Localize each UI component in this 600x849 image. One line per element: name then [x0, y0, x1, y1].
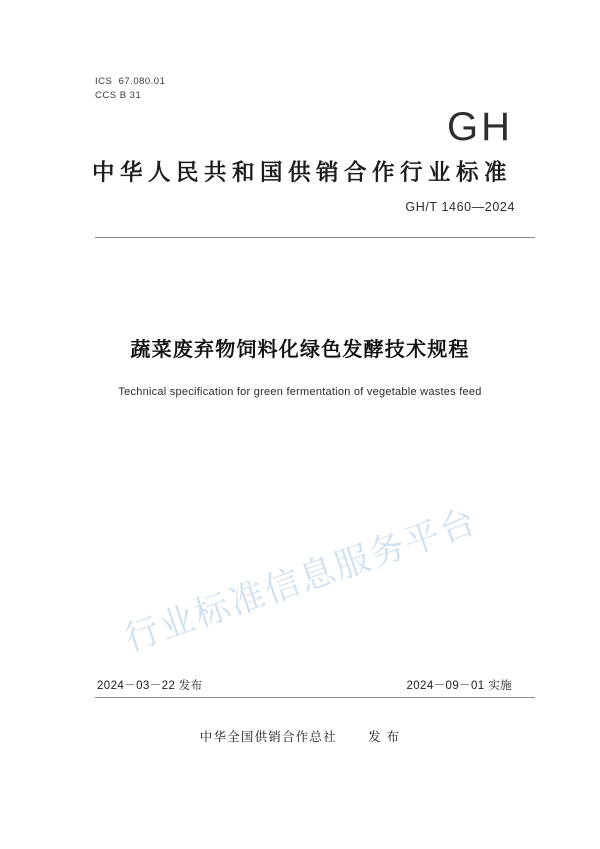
ics-block — [95, 75, 165, 103]
footer-divider — [95, 697, 535, 698]
document-title-cn: 蔬菜废弃物饲料化绿色发酵技术规程 — [130, 339, 470, 361]
implementation-date: 2024－09－01 实施 — [406, 680, 512, 692]
ics-code: ICS 67.080.01 — [95, 76, 166, 87]
issue-date: 2024－03－22 发布 — [97, 680, 203, 692]
header-divider — [95, 237, 535, 238]
ccs-code: CCS B 31 — [95, 90, 142, 101]
document-title-en: Technical specification for green fermentation of vegetable wastes feed — [118, 386, 482, 398]
watermark-text: 行业标准信息服务平台 — [119, 501, 483, 660]
standard-number: GH/T 1460—2024 — [405, 200, 515, 214]
standard-series-title: 中华人民共和国供销合作行业标准 — [91, 160, 512, 185]
publisher-action: 发 布 — [368, 730, 401, 744]
publisher-name: 中华全国供销合作总社 — [199, 730, 337, 744]
gh-logo: GH — [447, 105, 513, 149]
publisher-line — [0, 727, 600, 745]
